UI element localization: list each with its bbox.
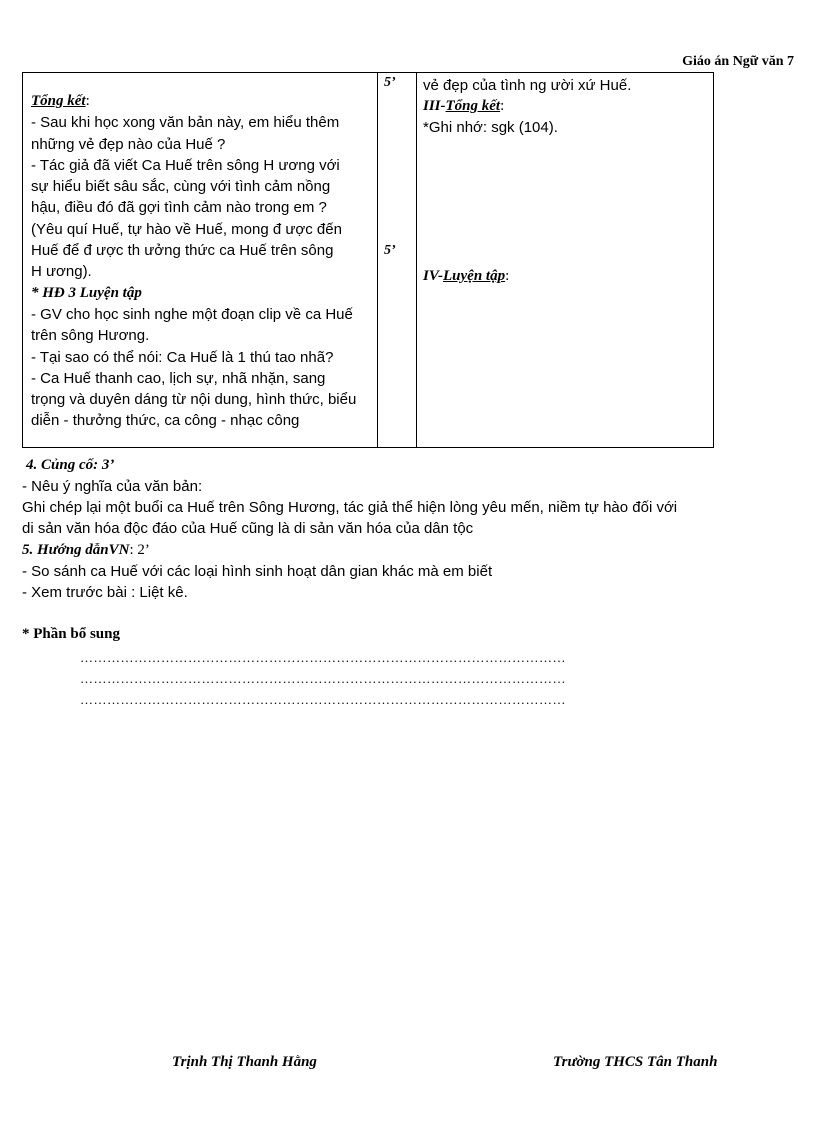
lesson-table [22, 72, 714, 448]
activity-3-heading: * HĐ 3 Luyện tập [31, 284, 142, 301]
content-column [417, 73, 714, 448]
consolidation-section [22, 455, 722, 603]
practice-section-heading: IV-Luyện tập: [423, 268, 510, 284]
left-line: - GV cho học sinh nghe một đoạn clip về ca Huế [31, 305, 353, 323]
left-line: trọng và duyên dáng từ nội dung, hình thức, biểu [31, 391, 357, 409]
consolidation-line: - Nêu ý nghĩa của văn bản: [22, 478, 203, 495]
dotted-line: ……………………………………………………………………………………………… [80, 671, 566, 686]
summary-heading: Tổng kết: [31, 93, 90, 109]
left-line: - Ca Huế thanh cao, lịch sự, nhã nhặn, sang [31, 369, 326, 387]
memo-note: *Ghi nhớ: sgk (104). [423, 119, 558, 136]
footer-school: Trường THCS Tân Thanh [553, 1054, 718, 1070]
guidance-line: - So sánh ca Huế với các loại hình sinh hoạt dân gian khác mà em biết [22, 563, 493, 580]
guidance-line: - Xem trước bài : Liệt kê. [22, 584, 188, 601]
left-line: H ương). [31, 263, 92, 281]
dotted-line: ……………………………………………………………………………………………… [80, 692, 566, 707]
document-header: Giáo án Ngữ văn 7 [682, 54, 794, 69]
left-line: trên sông Hương. [31, 327, 150, 345]
time-label: 5’ [384, 243, 396, 258]
consolidation-line: di sản văn hóa độc đáo của Huế cũng là di sản văn hóa của dân tộc [22, 520, 474, 537]
consolidation-line: Ghi chép lại một buổi ca Huế trên Sông Hương, tác giả thể hiện lòng yêu mến, niềm tự hào đối với [22, 499, 678, 516]
activity-column [23, 73, 378, 448]
supplement-heading: * Phần bổ sung [22, 626, 120, 642]
left-line: (Yêu quí Huế, tự hào về Huế, mong đ ược đến [31, 220, 342, 238]
right-line: vẻ đẹp của tình ng ười xứ Huế. [423, 77, 632, 94]
summary-section-heading: III-Tổng kết: [423, 98, 505, 114]
time-label: 5’ [384, 75, 396, 90]
left-line: - Tại sao có thể nói: Ca Huế là 1 thú tao nhã? [31, 348, 334, 366]
left-line: sự hiểu biết sâu sắc, cùng với tình cảm nồng [31, 178, 331, 196]
guidance-heading: 5. Hướng dẫnVN: 2’ [22, 542, 150, 558]
time-column [378, 73, 417, 448]
dotted-line: ……………………………………………………………………………………………… [80, 650, 566, 665]
left-line: Huế để đ ược th ưởng thức ca Huế trên sông [31, 242, 334, 260]
left-line: hậu, điều đó đã gợi tình cảm nào trong em ? [31, 199, 327, 217]
footer-author: Trịnh Thị Thanh Hằng [172, 1054, 317, 1070]
left-line: - Tác giả đã viết Ca Huế trên sông H ương với [31, 156, 340, 174]
left-line: những vẻ đẹp nào của Huế ? [31, 135, 226, 153]
left-line: - Sau khi học xong văn bản này, em hiểu thêm [31, 114, 340, 132]
left-line: diễn - thưởng thức, ca công - nhạc công [31, 412, 300, 430]
consolidation-heading: 4. Củng cố: 3’ [26, 457, 115, 473]
